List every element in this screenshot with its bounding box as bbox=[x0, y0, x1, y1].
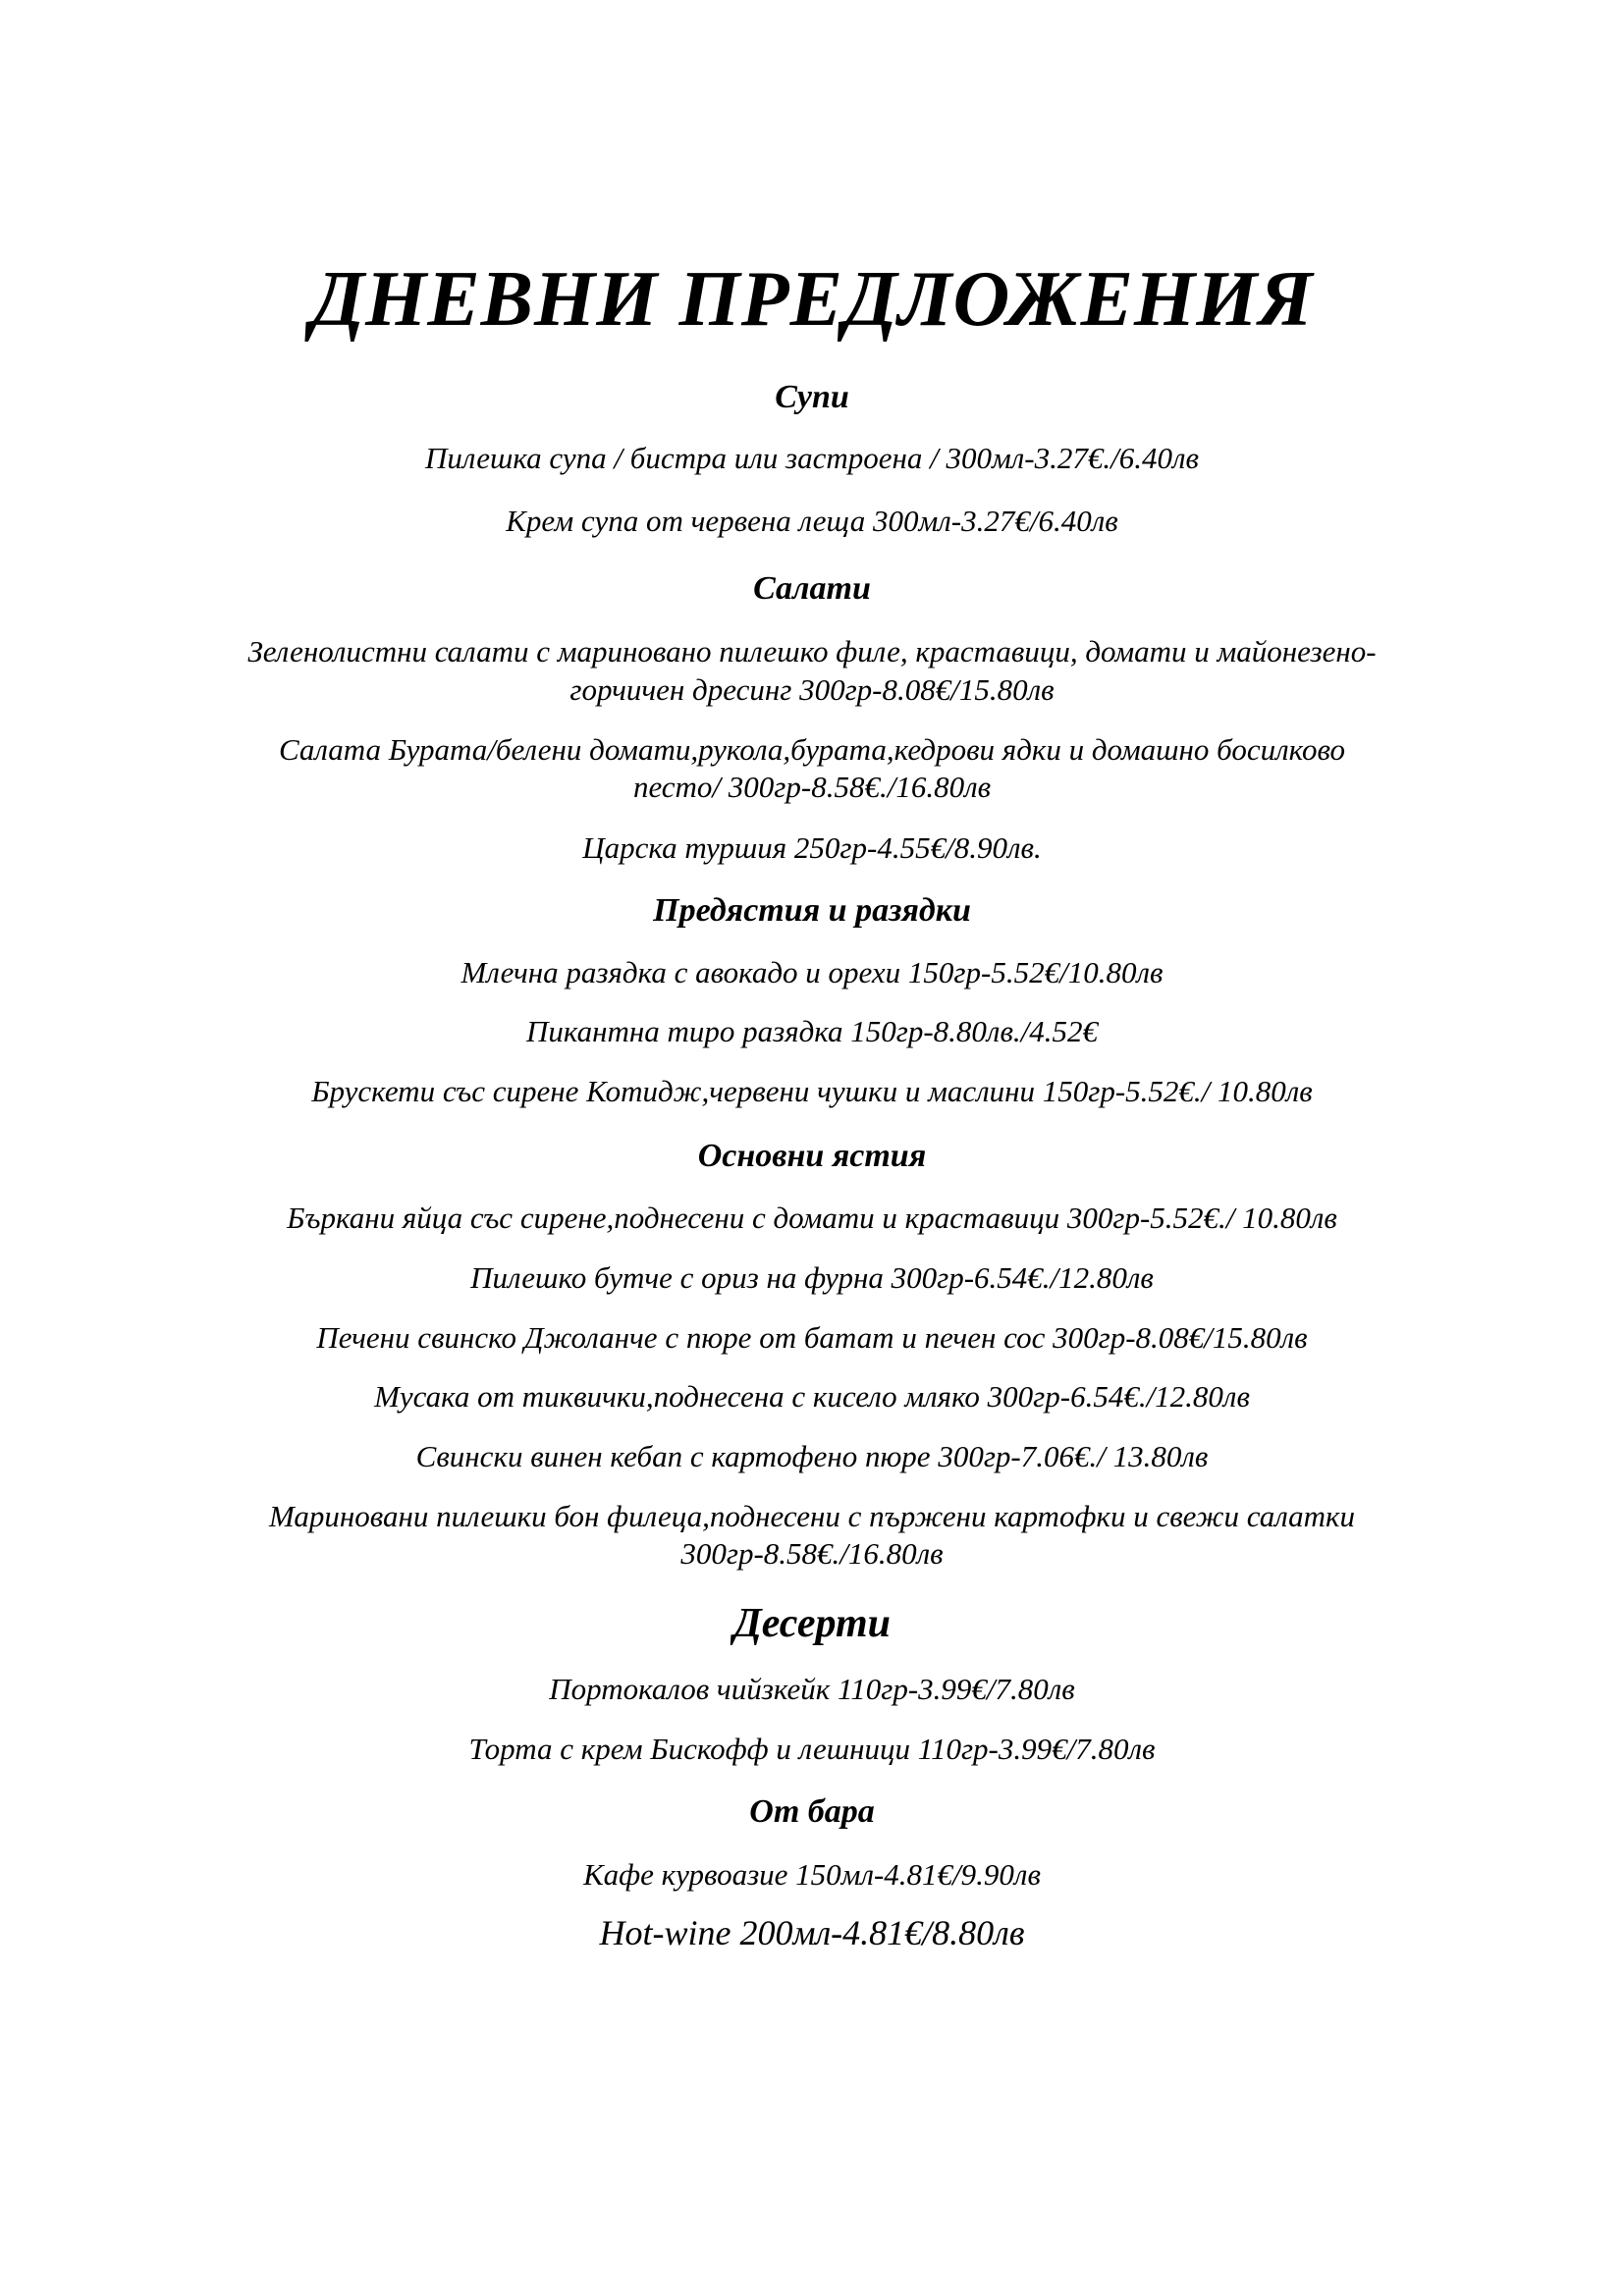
menu-item: Бъркани яйца със сирене,поднесени с домати и краставици 300гр-5.52€./ 10.80лв bbox=[287, 1201, 1337, 1235]
section-heading-starters: Предястия и разядки bbox=[653, 892, 971, 929]
menu-item: Брускети със сирене Котидж,червени чушки и маслини 150гр-5.52€./ 10.80лв bbox=[311, 1074, 1313, 1108]
menu-item: Пикантна тиро разядка 150гр-8.80лв./4.52€ bbox=[525, 1014, 1099, 1048]
menu-item: Свински винен кебап с картофено пюре 300гр-7.06€./ 13.80лв bbox=[415, 1439, 1209, 1473]
menu-item-continued: горчичен дресинг 300гр-8.08€/15.80лв bbox=[569, 672, 1055, 707]
section-heading-bar: От бара bbox=[749, 1793, 875, 1830]
section-heading-desserts: Десерти bbox=[733, 1601, 891, 1646]
menu-item: Крем супа от червена леща 300мл-3.27€/6.40лв bbox=[506, 504, 1118, 538]
menu-item: Пилешка супа / бистра или застроена / 300мл-3.27€./6.40лв bbox=[425, 441, 1199, 475]
menu-item-continued: песто/ 300гр-8.58€./16.80лв bbox=[632, 770, 992, 804]
menu-item: Печени свинско Джоланче с пюре от батат и печен сос 300гр-8.08€/15.80лв bbox=[316, 1320, 1308, 1355]
menu-item: Салата Бурата/белени домати,рукола,бурата,кедрови ядки и домашно босилково bbox=[278, 732, 1346, 767]
menu-item: Мариновани пилешки бон филеца,поднесени с пържени картофки и свежи салатки bbox=[269, 1499, 1355, 1533]
menu-item: Торта с крем Бискофф и лешници 110гр-3.99€/7.80лв bbox=[468, 1732, 1156, 1766]
section-heading-mains: Основни ястия bbox=[697, 1138, 927, 1174]
menu-item: Портокалов чийзкейк 110гр-3.99€/7.80лв bbox=[549, 1672, 1075, 1706]
menu-item: Мусака от тиквички,поднесена с кисело мляко 300гр-6.54€./12.80лв bbox=[374, 1379, 1250, 1414]
menu-item: Млечна разядка с авокадо и орехи 150гр-5.52€/10.80лв bbox=[460, 955, 1164, 989]
menu-item: Царска туршия 250гр-4.55€/8.90лв. bbox=[582, 830, 1042, 865]
section-heading-soups: Супи bbox=[775, 379, 849, 415]
menu-item-continued: 300гр-8.58€./16.80лв bbox=[680, 1536, 944, 1571]
page-title: ДНЕВНИ ПРЕДЛОЖЕНИЯ bbox=[310, 256, 1314, 343]
menu-item: Зеленолистни салати с мариновано пилешко филе, краставици, домати и майонезено- bbox=[247, 634, 1377, 668]
menu-item: Пилешко бутче с ориз на фурна 300гр-6.54€./12.80лв bbox=[470, 1260, 1154, 1295]
menu-item: Hot-wine 200мл-4.81€/8.80лв bbox=[599, 1913, 1025, 1952]
section-heading-salads: Салати bbox=[753, 570, 871, 607]
menu-item: Кафе курвоазие 150мл-4.81€/9.90лв bbox=[583, 1857, 1041, 1892]
